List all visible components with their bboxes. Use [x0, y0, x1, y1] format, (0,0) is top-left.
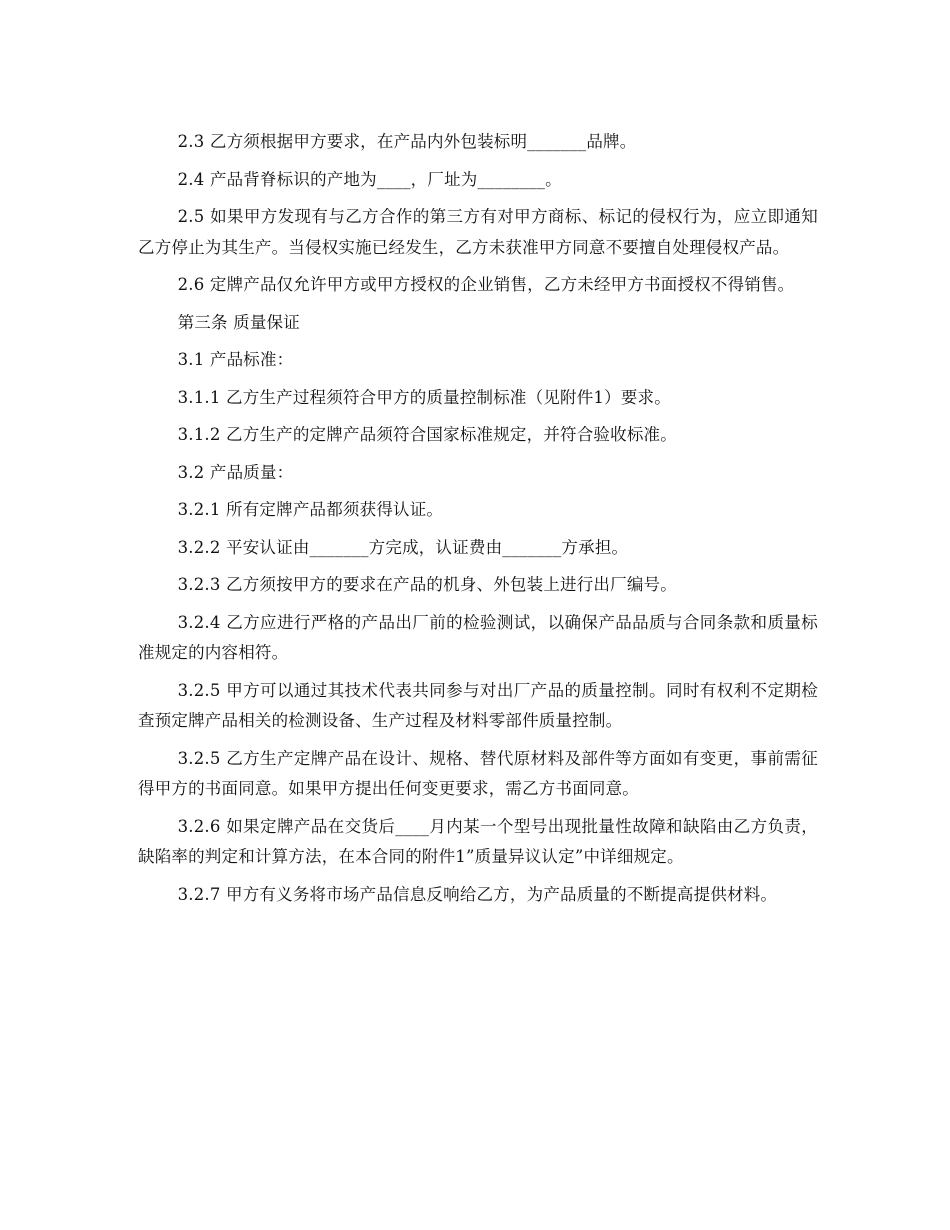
paragraph-2-6: 2.6 定牌产品仅允许甲方或甲方授权的企业销售，乙方未经甲方书面授权不得销售。: [177, 275, 795, 294]
paragraph-2-4: 2.4 产品背脊标识的产地为____，厂址为________。: [177, 169, 562, 189]
paragraph-3-2-4: 3.2.4 乙方应进行严格的产品出厂前的检验测试，以确保产品品质与合同条款和质量标准规定的内容相符。: [138, 612, 818, 662]
paragraph-3-2-2: 3.2.2 平安认证由_______方完成，认证费由_______方承担。: [177, 537, 629, 557]
paragraph-3-1-1: 3.1.1 乙方生产过程须符合甲方的质量控制标准（见附件1）要求。: [177, 387, 671, 407]
paragraph-3-2-6: 3.2.6 如果定牌产品在交货后____月内某一个型号出现批量性故障和缺陷由乙方负责，缺陷率的判定和计算方法，在本合同的附件1”质量异议认定”中详细规定。: [138, 816, 818, 866]
paragraph-3-2-1: 3.2.1 所有定牌产品都须获得认证。: [177, 500, 444, 519]
paragraph-3-2-3: 3.2.3 乙方须按甲方的要求在产品的机身、外包装上进行出厂编号。: [177, 575, 677, 594]
document-body: [138, 127, 818, 917]
paragraph-3-2-7: 3.2.7 甲方有义务将市场产品信息反响给乙方，为产品质量的不断提高提供材料。: [177, 884, 778, 904]
section-heading-quality: 第三条 质量保证: [177, 312, 300, 332]
paragraph-3-2: 3.2 产品质量：: [177, 462, 294, 482]
paragraph-3-2-5a: 3.2.5 甲方可以通过其技术代表共同参与对出厂产品的质量控制。同时有权利不定期检查预定牌产品相关的检测设备、生产过程及材料零部件质量控制。: [138, 680, 818, 730]
paragraph-2-5: 2.5 如果甲方发现有与乙方合作的第三方有对甲方商标、标记的侵权行为，应立即通知乙方停止为其生产。当侵权实施已经发生，乙方未获准甲方同意不要擅自处理侵权产品。: [138, 207, 818, 257]
paragraph-2-3: 2.3 乙方须根据甲方要求，在产品内外包装标明_______品牌。: [177, 132, 637, 151]
paragraph-3-1-2: 3.1.2 乙方生产的定牌产品须符合国家标准规定，并符合验收标准。: [177, 425, 677, 444]
paragraph-3-2-5b: 3.2.5 乙方生产定牌产品在设计、规格、替代原材料及部件等方面如有变更，事前需征得甲方的书面同意。如果甲方提出任何变更要求，需乙方书面同意。: [138, 748, 818, 798]
paragraph-3-1: 3.1 产品标准：: [177, 350, 294, 369]
